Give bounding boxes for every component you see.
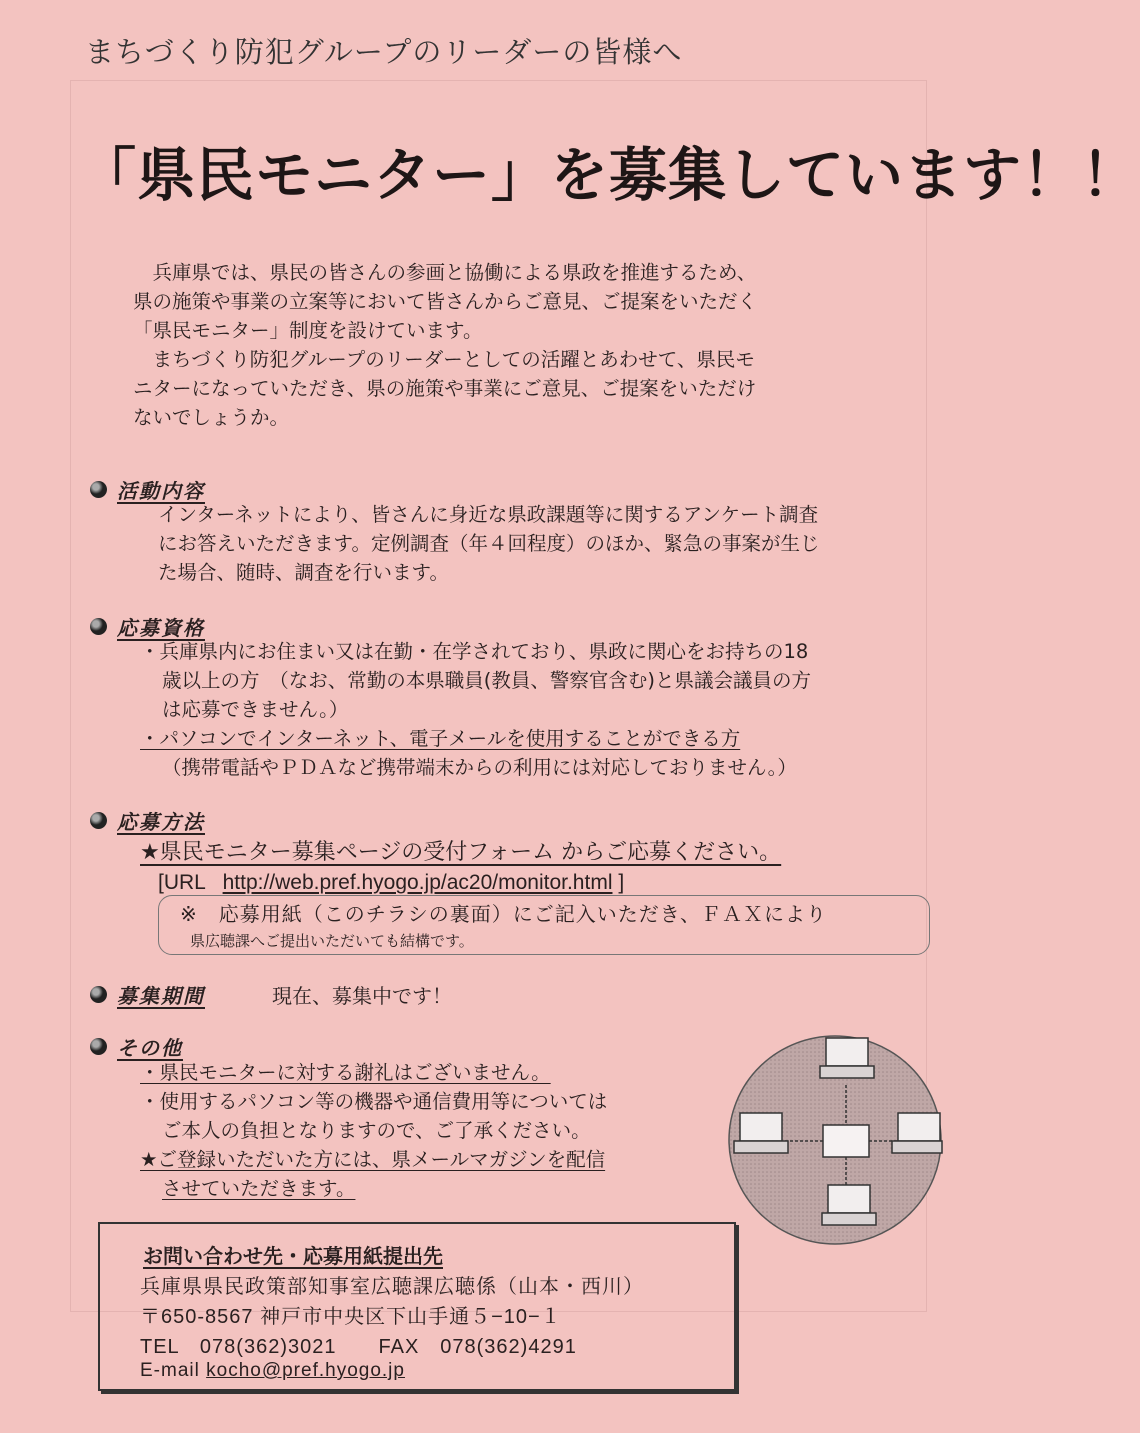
intro-line: ニターになっていただき、県の施策や事業にご意見、ご提案をいただけ (133, 377, 757, 400)
bullet-icon (90, 481, 107, 498)
intro-text (133, 258, 893, 432)
body-line: た場合、随時、調査を行います。 (158, 561, 449, 584)
body-line: ・兵庫県内にお住まい又は在勤・在学されており、県政に関心をお持ちの18 (140, 640, 809, 663)
section-title: 応募資格 (117, 616, 205, 640)
fax-note-line: 県広聴課へご提出いただいても結構です。 (190, 932, 474, 950)
body-line: （携帯電話やＰＤＡなど携帯端末からの利用には対応しておりません。） (162, 756, 797, 779)
contact-address: 〒650-8567 神戸市中央区下山手通５−10−１ (140, 1306, 562, 1328)
body-line: は応募できません。） (162, 698, 349, 721)
body-line: ご本人の負担となりますので、ご了承ください。 (162, 1119, 591, 1142)
section-other-heading (90, 1032, 183, 1061)
intro-line: ないでしょうか。 (133, 406, 290, 429)
section-title: 募集期間 (117, 984, 205, 1008)
apply-instruction: ★県民モニター募集ページの受付フォーム からご応募ください。 (140, 840, 782, 865)
contact-email-line (140, 1360, 405, 1382)
intro-line: 兵庫県では、県民の皆さんの参画と協働による県政を推進するため、 (152, 261, 757, 284)
body-line: させていただきます。 (162, 1177, 356, 1200)
url-prefix: [URL (158, 871, 206, 894)
intro-line: 「県民モニター」制度を設けています。 (133, 319, 483, 342)
addressee: まちづくり防犯グループのリーダーの皆様へ (85, 35, 683, 69)
contact-tel-fax: TEL 078(362)3021 FAX 078(362)4291 (140, 1336, 577, 1358)
bullet-icon (90, 812, 107, 829)
intro-line: まちづくり防犯グループのリーダーとしての活躍とあわせて、県民モ (152, 348, 755, 371)
url-line (158, 868, 624, 897)
body-line: ★ご登録いただいた方には、県メールマガジンを配信 (140, 1148, 606, 1171)
monitor-url-link[interactable]: http://web.pref.hyogo.jp/ac20/monitor.html (222, 871, 613, 894)
intro-line: 県の施策や事業の立案等において皆さんからご意見、ご提案をいただく (133, 290, 758, 313)
period-value: 現在、募集中です！ (272, 984, 452, 1008)
body-line: ・県民モニターに対する謝礼はございません。 (140, 1061, 551, 1084)
body-line: ・使用するパソコン等の機器や通信費用等については (140, 1090, 608, 1113)
bullet-icon (90, 1038, 107, 1055)
computer-network-illustration (725, 1030, 945, 1250)
contact-org: 兵庫県県民政策部知事室広聴課広聴係（山本・西川） (140, 1274, 644, 1298)
headline: 「県民モニター」を募集しています！！ (78, 141, 1140, 209)
body-line: にお答えいただきます。定例調査（年４回程度）のほか、緊急の事案が生じ (158, 532, 820, 555)
bullet-icon (90, 986, 107, 1003)
section-activity-body (158, 500, 819, 587)
email-label: E-mail (140, 1360, 200, 1381)
section-eligibility-body (140, 637, 811, 782)
contact-title: お問い合わせ先・応募用紙提出先 (143, 1244, 443, 1268)
section-title: 活動内容 (117, 479, 205, 503)
url-suffix: ] (618, 871, 625, 894)
email-link[interactable]: kocho@pref.hyogo.jp (206, 1360, 405, 1381)
body-line: 歳以上の方 （なお、常勤の本県職員(教員、警察官含む)と県議会議員の方 (162, 669, 811, 692)
fax-note-line: ※ 応募用紙（このチラシの裏面）にご記入いただき、ＦＡＸにより (180, 902, 827, 926)
section-method-heading (90, 806, 205, 835)
bullet-icon (90, 618, 107, 635)
body-line: インターネットにより、皆さんに身近な県政課題等に関するアンケート調査 (158, 503, 819, 526)
section-other-body (140, 1058, 607, 1203)
section-title: 応募方法 (117, 810, 205, 834)
section-title: その他 (117, 1036, 183, 1060)
body-line: ・パソコンでインターネット、電子メールを使用することができる方 (140, 727, 741, 750)
section-period-heading (90, 980, 205, 1009)
